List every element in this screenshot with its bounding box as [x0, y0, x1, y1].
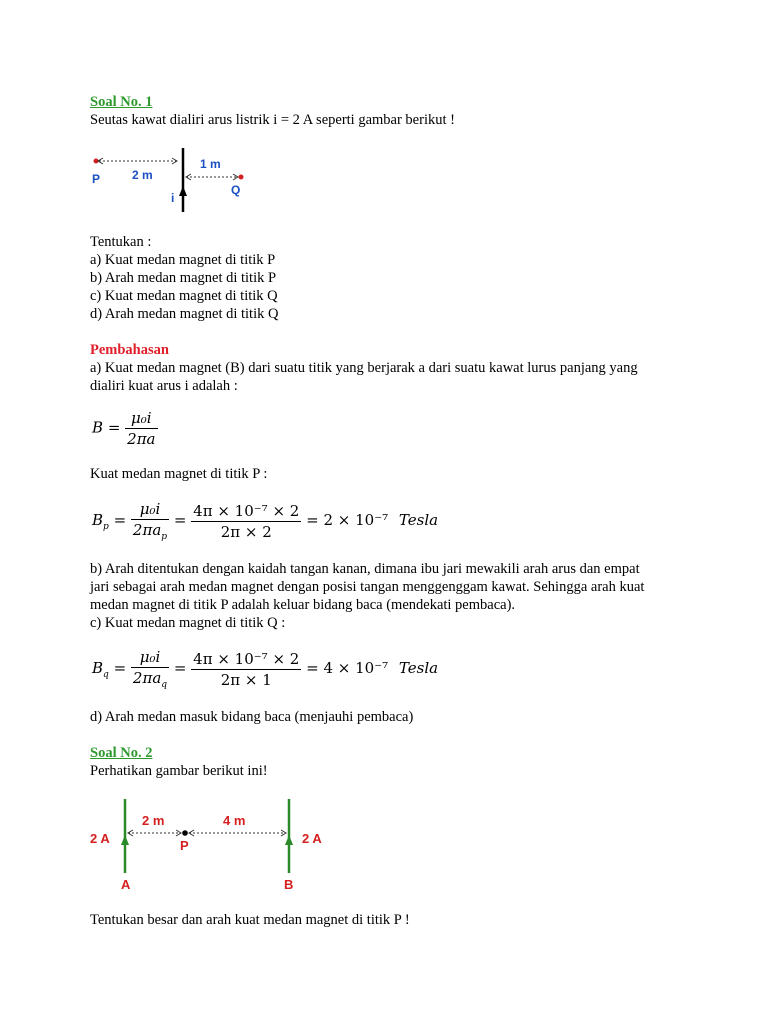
formula-q-den1: 2πa — [132, 669, 162, 687]
label-2m: 2 m — [132, 168, 153, 182]
label-4m: 4 m — [223, 813, 246, 828]
formula-q-num1: μ₀i — [131, 648, 169, 668]
formula-p-result: 2 × 10⁻⁷ — [323, 511, 389, 529]
label-p-2: P — [180, 838, 189, 853]
point-q-dot — [239, 175, 244, 180]
question-c: c) Kuat medan magnet di titik Q — [90, 288, 278, 304]
soal1-heading: Soal No. 1 — [90, 94, 153, 110]
formula-p-den1: 2πa — [132, 521, 162, 539]
figure-soal2 — [90, 795, 340, 895]
formula-q-lhs-sub: q — [103, 670, 109, 680]
formula-p-den1-sub: p — [161, 532, 168, 542]
formula-p-den2: 2π × 2 — [220, 522, 272, 541]
formula-q-den1-sub: q — [161, 680, 168, 690]
formula-q-frac2 — [191, 650, 301, 689]
formula-q-result: 4 × 10⁻⁷ — [323, 659, 389, 677]
formula-q-unit: Tesla — [398, 659, 439, 677]
label-i: i — [171, 191, 175, 205]
label-left-current: 2 A — [90, 831, 110, 846]
question-a: a) Kuat medan magnet di titik P — [90, 252, 276, 268]
formula-p-frac2 — [191, 502, 301, 541]
label-q: Q — [231, 183, 241, 197]
pembahasan-a-line1: a) Kuat medan magnet (B) dari suatu titik yang berjarak a dari suatu kawat lurus panjang yang — [90, 360, 638, 376]
formula-denominator: 2πa — [127, 430, 156, 448]
formula-q-lhs: B — [92, 659, 104, 677]
formula-p-num2: 4π × 10⁻⁷ × 2 — [193, 501, 300, 520]
formula-lhs: B — [92, 418, 104, 437]
formula-q: $B_q$ = $\frac{\text{μ₀i}}{2\pi a_q}$ = $\frac{\text{4π × 10⁻⁷ × 2}}{2\pi \times 1}$ = 4 × 10⁻⁷ Tesla — [92, 648, 439, 690]
formula-numerator: μ₀i — [125, 409, 157, 429]
wire-b-arrow — [285, 835, 293, 845]
pembahasan-d-line: d) Arah medan masuk bidang baca (menjauhi pembaca) — [90, 709, 414, 725]
pembahasan-b-line3: medan magnet di titik P adalah keluar bidang baca (mendekati pembaca). — [90, 597, 516, 613]
pembahasan-a-line2: dialiri kuat arus i adalah : — [90, 378, 238, 394]
point-p-dot-2 — [182, 830, 188, 836]
c-label: c) Kuat medan magnet di titik Q : — [90, 615, 286, 631]
formula-p-frac1 — [131, 500, 169, 542]
label-a: A — [121, 877, 131, 892]
question-d: d) Arah medan magnet di titik Q — [90, 306, 279, 322]
label-p: P — [92, 172, 101, 186]
formula-p: $B_p$ = $\frac{\text{μ₀i}}{2\pi a_p}$ = $\frac{\text{4π × 10⁻⁷ × 2}}{2\pi \times 2}$ = 2 × 10⁻⁷ Tesla — [92, 500, 439, 542]
question-b: b) Arah medan magnet di titik P — [90, 270, 277, 286]
label-1m: 1 m — [200, 157, 221, 171]
soal2-question: Tentukan besar dan arah kuat medan magnet di titik P ! — [90, 912, 410, 928]
pembahasan-heading: Pembahasan — [90, 342, 169, 358]
label-b: B — [284, 877, 294, 892]
label-right-current: 2 A — [302, 831, 322, 846]
formula-q-frac1 — [131, 648, 169, 690]
p-label: Kuat medan magnet di titik P : — [90, 466, 268, 482]
wire-diagram-1 — [90, 140, 260, 215]
formula-p-unit: Tesla — [398, 511, 439, 529]
current-arrow-up — [179, 186, 187, 196]
formula-p-lhs-sub: p — [103, 522, 109, 532]
soal1-intro: Seutas kawat dialiri arus listrik i = 2 A seperti gambar berikut ! — [90, 112, 455, 128]
formula-fraction — [125, 409, 157, 448]
soal2-heading: Soal No. 2 — [90, 745, 153, 761]
pembahasan-b-line1: b) Arah ditentukan dengan kaidah tangan kanan, dimana ibu jari mewakili arah arus dan empat — [90, 561, 640, 577]
formula-q-den2: 2π × 1 — [220, 670, 272, 689]
soal2-intro: Perhatikan gambar berikut ini! — [90, 763, 268, 779]
pembahasan-b-line2: jari sebagai arah medan magnet dengan posisi tangan menggenggam kawat. Sehingga arah kuat — [90, 579, 645, 595]
formula-general: B = $\frac{\text{μ₀i}}{2\pi a}$ — [92, 409, 156, 448]
figure-soal1 — [90, 140, 260, 215]
label-2m-2: 2 m — [142, 813, 165, 828]
wire-a-arrow — [121, 835, 129, 845]
formula-p-lhs: B — [92, 511, 104, 529]
formula-q-num2: 4π × 10⁻⁷ × 2 — [193, 649, 300, 668]
tentukan-label: Tentukan : — [90, 234, 152, 250]
formula-p-num1: μ₀i — [131, 500, 169, 520]
